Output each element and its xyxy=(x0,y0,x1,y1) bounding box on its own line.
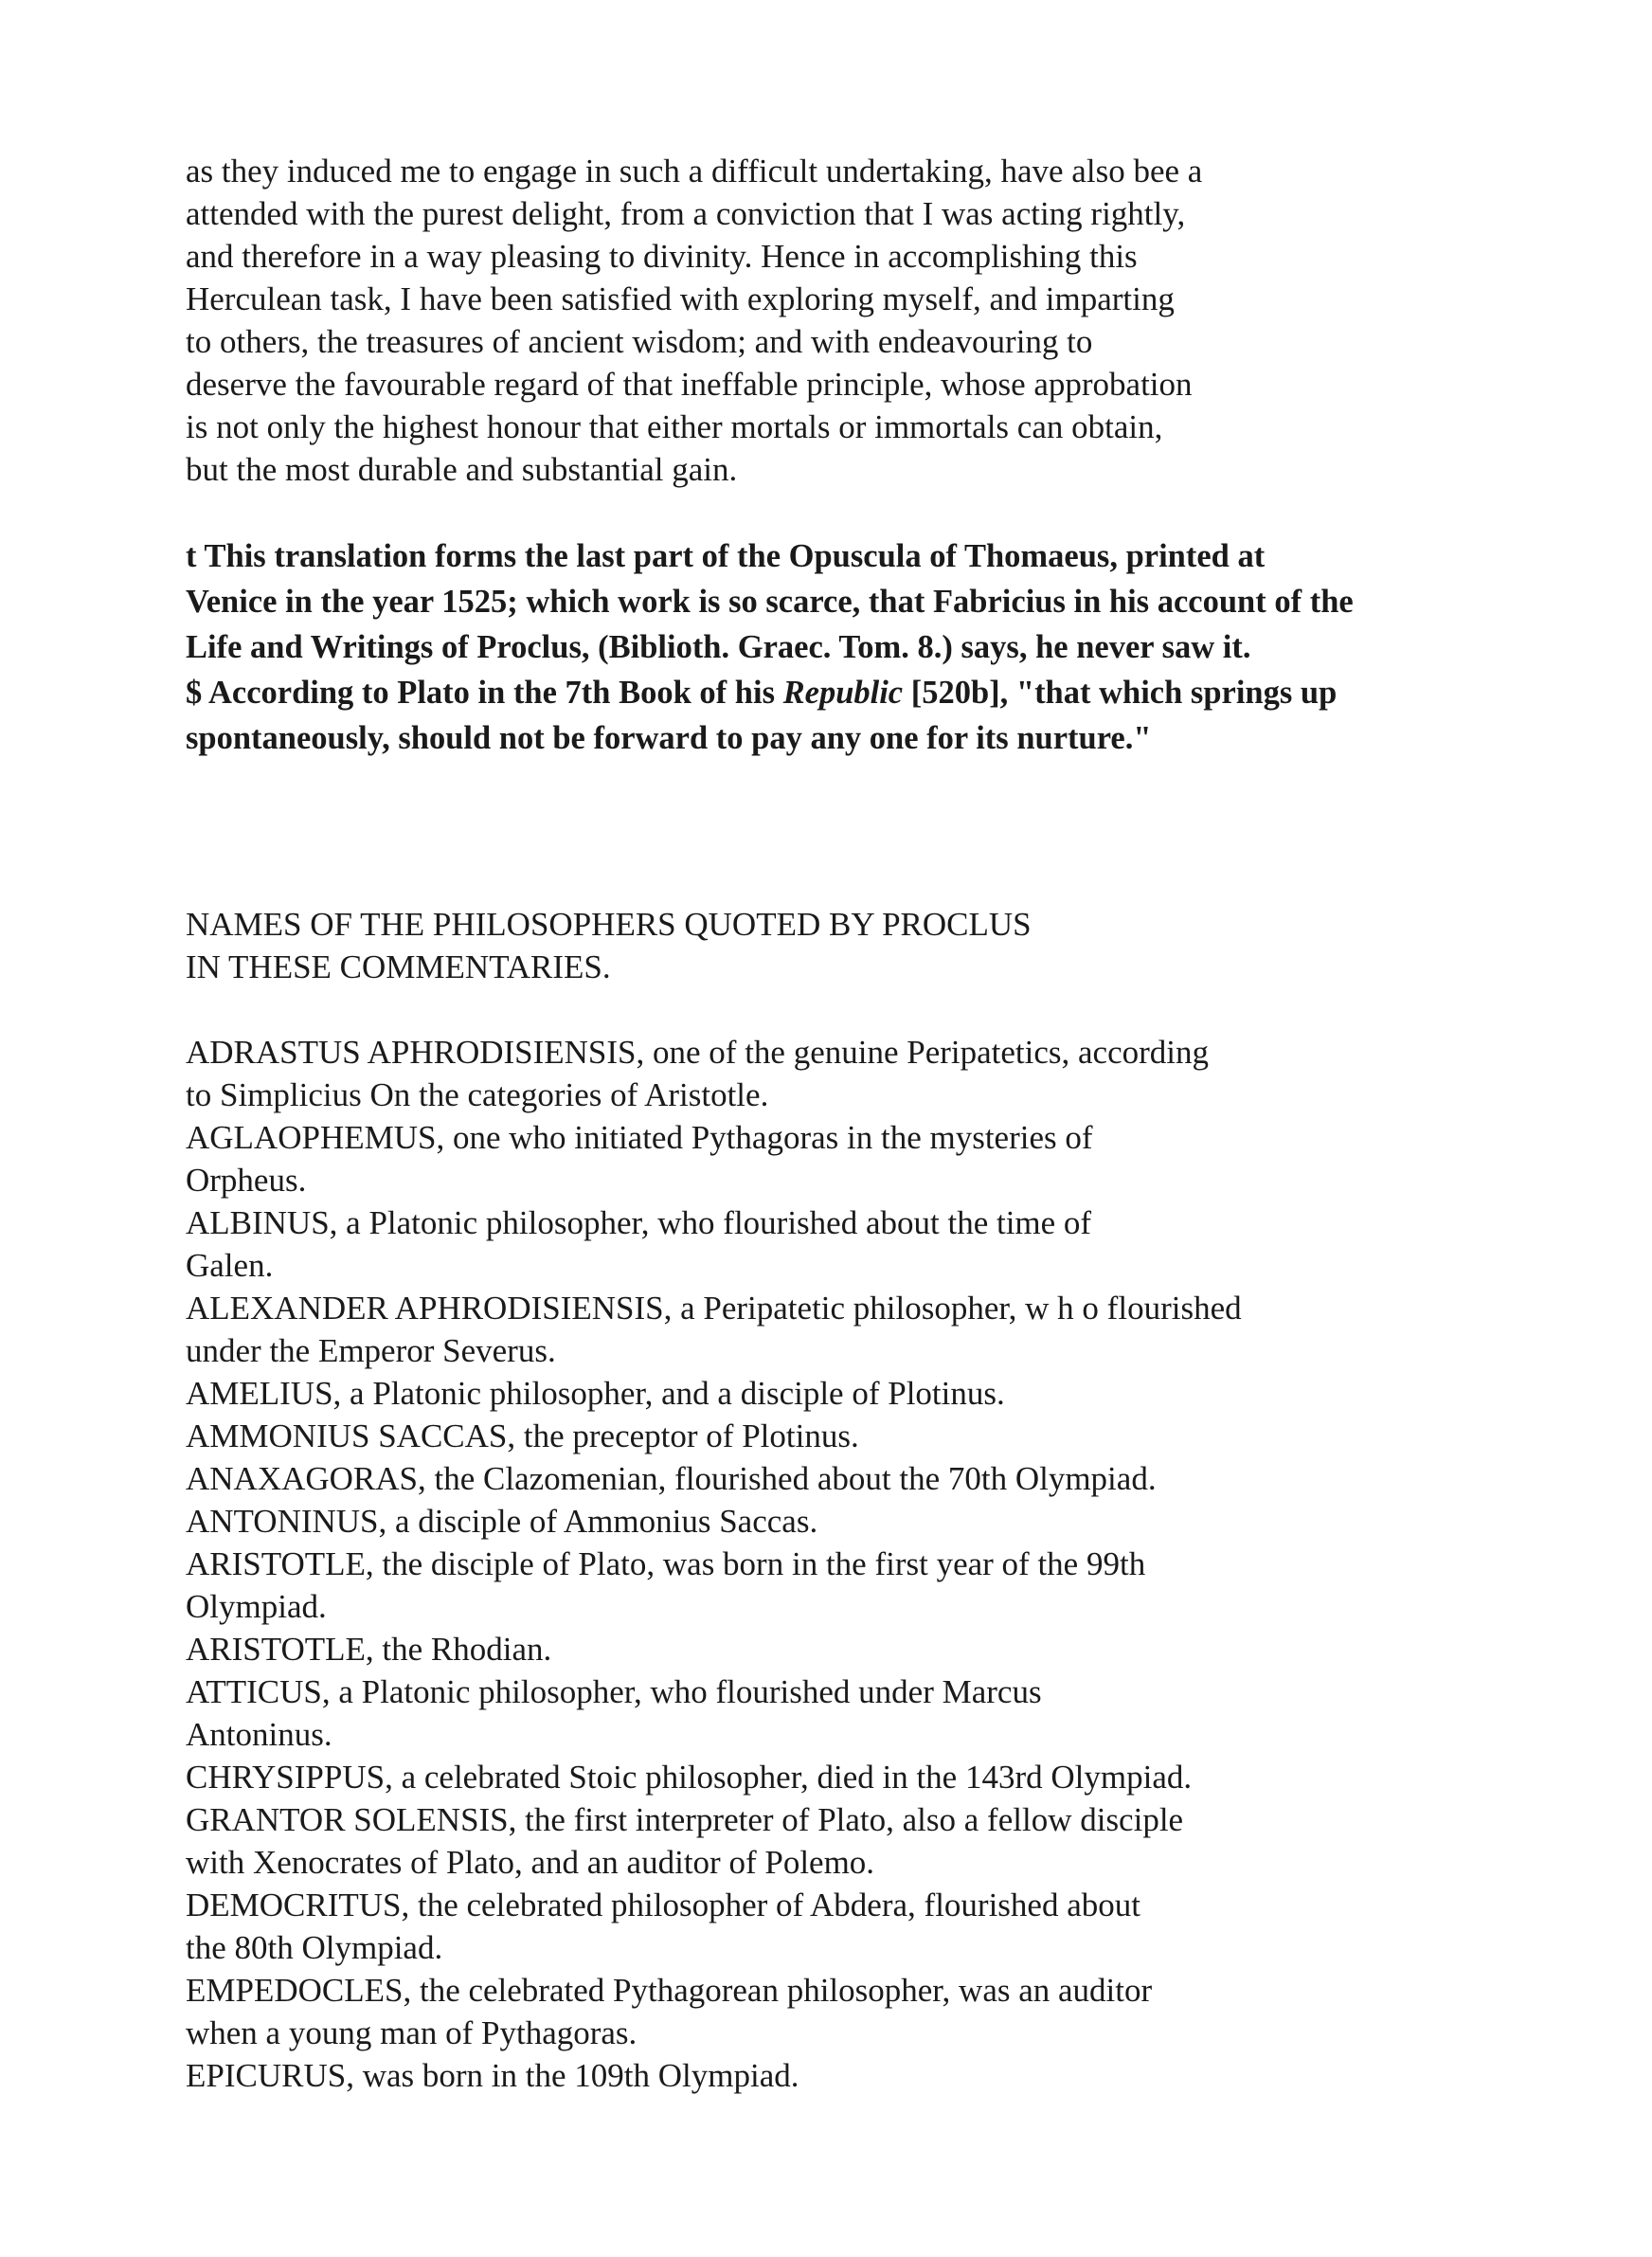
list-item: ADRASTUS APHRODISIENSIS, one of the genuine Peripatetics, according xyxy=(186,1034,1210,1071)
footnote-line: Venice in the year 1525; which work is so scarce, that Fabricius in his account of the xyxy=(186,584,1354,620)
list-item: when a young man of Pythagoras. xyxy=(186,2014,637,2051)
intro-line: as they induced me to engage in such a difficult undertaking, have also bee a xyxy=(186,153,1203,190)
intro-line: to others, the treasures of ancient wisdom; and with endeavouring to xyxy=(186,323,1093,360)
list-item: AGLAOPHEMUS, one who initiated Pythagoras in the mysteries of xyxy=(186,1119,1093,1156)
footnote-line: spontaneously, should not be forward to pay any one for its nurture." xyxy=(186,720,1152,756)
list-item: to Simplicius On the categories of Aristotle. xyxy=(186,1076,769,1113)
list-item: EPICURUS, was born in the 109th Olympiad. xyxy=(186,2057,799,2094)
list-item: AMELIUS, a Platonic philosopher, and a disciple of Plotinus. xyxy=(186,1375,1005,1412)
heading-line: NAMES OF THE PHILOSOPHERS QUOTED BY PROCLUS xyxy=(186,906,1032,943)
intro-line: and therefore in a way pleasing to divinity. Hence in accomplishing this xyxy=(186,238,1138,275)
footnotes xyxy=(186,533,1512,761)
footnote-line: t This translation forms the last part of the Opuscula of Thomaeus, printed at xyxy=(186,538,1266,574)
document-page xyxy=(186,150,1512,2097)
intro-line: but the most durable and substantial gain. xyxy=(186,451,738,488)
list-item: ANTONINUS, a disciple of Ammonius Saccas. xyxy=(186,1503,818,1540)
list-item: ANAXAGORAS, the Clazomenian, flourished about the 70th Olympiad. xyxy=(186,1460,1157,1497)
list-item: Galen. xyxy=(186,1247,274,1284)
list-item: AMMONIUS SACCAS, the preceptor of Plotinus. xyxy=(186,1417,859,1454)
intro-line: is not only the highest honour that either mortals or immortals can obtain, xyxy=(186,408,1163,445)
footnote-text: $ According to Plato in the 7th Book of his xyxy=(186,675,783,711)
footnote-line xyxy=(186,670,1512,715)
list-item: GRANTOR SOLENSIS, the first interpreter of Plato, also a fellow disciple xyxy=(186,1801,1184,1838)
list-item: DEMOCRITUS, the celebrated philosopher of Abdera, flourished about xyxy=(186,1887,1140,1923)
intro-paragraph xyxy=(186,150,1512,491)
intro-line: Herculean task, I have been satisfied with exploring myself, and imparting xyxy=(186,280,1175,317)
heading-line: IN THESE COMMENTARIES. xyxy=(186,948,611,985)
list-item: CHRYSIPPUS, a celebrated Stoic philosopher, died in the 143rd Olympiad. xyxy=(186,1759,1193,1796)
section-heading xyxy=(186,903,1512,988)
footnote-text: [520b], "that which springs up xyxy=(903,675,1338,711)
intro-line: attended with the purest delight, from a conviction that I was acting rightly, xyxy=(186,195,1186,232)
list-item: EMPEDOCLES, the celebrated Pythagorean philosopher, was an auditor xyxy=(186,1972,1153,2009)
list-item: Antoninus. xyxy=(186,1716,332,1753)
intro-line: deserve the favourable regard of that ineffable principle, whose approbation xyxy=(186,366,1193,403)
footnote-line: Life and Writings of Proclus, (Biblioth. Graec. Tom. 8.) says, he never saw it. xyxy=(186,629,1251,665)
list-item: ALBINUS, a Platonic philosopher, who flourished about the time of xyxy=(186,1204,1092,1241)
list-item: ARISTOTLE, the disciple of Plato, was born in the first year of the 99th xyxy=(186,1545,1146,1582)
list-item: ATTICUS, a Platonic philosopher, who flourished under Marcus xyxy=(186,1673,1042,1710)
philosopher-list xyxy=(186,1031,1512,2097)
list-item: Olympiad. xyxy=(186,1588,327,1625)
list-item: under the Emperor Severus. xyxy=(186,1332,556,1369)
list-item: ARISTOTLE, the Rhodian. xyxy=(186,1631,552,1668)
list-item: ALEXANDER APHRODISIENSIS, a Peripatetic philosopher, w h o flourished xyxy=(186,1290,1242,1327)
book-title: Republic xyxy=(782,675,904,711)
list-item: Orpheus. xyxy=(186,1162,307,1199)
list-item: the 80th Olympiad. xyxy=(186,1929,443,1966)
list-item: with Xenocrates of Plato, and an auditor of Polemo. xyxy=(186,1844,875,1881)
